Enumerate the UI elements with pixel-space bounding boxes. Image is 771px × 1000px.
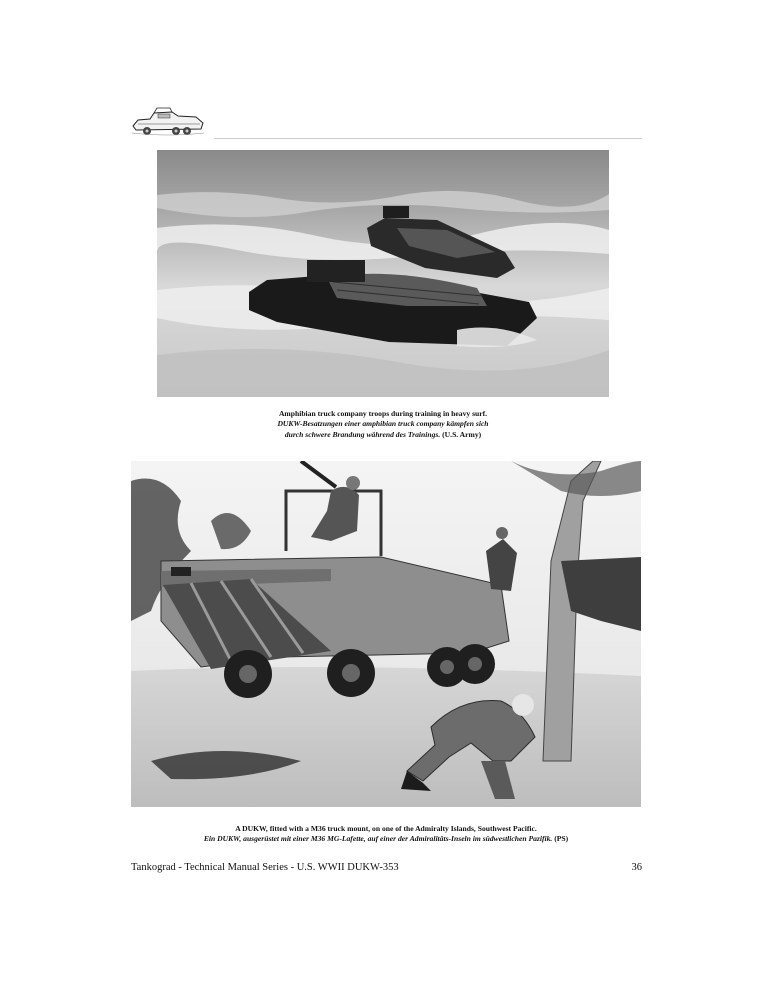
caption-german: Ein DUKW, ausgerüstet mit einer M36 MG-Lafette, auf einer der Admiralitäts-Inseln im südwestlichen Pazifik. [203,834,553,844]
footer-series-title: Tankograd - Technical Manual Series - U.S. WWII DUKW-353 [131,862,399,873]
caption-german-line-1: DUKW-Besatzungen einer amphibian truck company kämpfen sich [277,419,489,429]
page-number: 36 [631,862,642,873]
caption-credit: (U.S. Army) [442,429,482,439]
figure-caption [140,824,632,845]
caption-english: A DUKW, fitted with a M36 truck mount, on one of the Admiralty Islands, Southwest Pacific. [235,824,537,833]
photo-dukw-m36-mount-on-beach [131,461,641,807]
dukw-vehicle-icon [130,104,206,140]
header-rule [214,138,642,139]
caption-german-line-2: durch schwere Brandung während des Trainings. [284,429,441,439]
photo-amphibious-trucks-in-surf [157,150,609,397]
figure-caption [200,409,566,440]
caption-credit: (PS) [554,834,569,844]
caption-english: Amphibian truck company troops during training in heavy surf. [278,409,488,418]
